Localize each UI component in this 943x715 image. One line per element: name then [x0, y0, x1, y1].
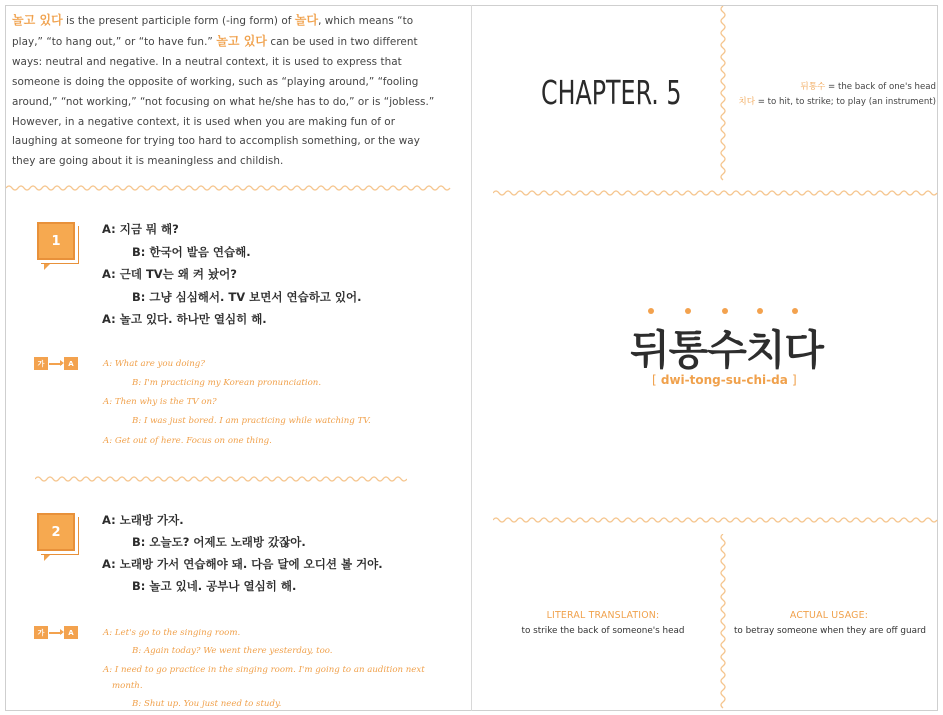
ex1-english-line-4: B: I was just bored. I am practicing while watching TV. — [132, 416, 371, 426]
intro-text-2: , which means “to play,” “to hang out,” or “to have fun.” — [12, 15, 414, 48]
wavy-divider — [35, 475, 407, 483]
example-2-badge — [37, 513, 75, 551]
dot — [685, 308, 691, 314]
ex1-english-line-1: A: What are you doing? — [103, 359, 205, 369]
ex1-english-line-3: A: Then why is the TV on? — [103, 397, 217, 407]
translation-icon — [34, 626, 80, 640]
dot — [757, 308, 763, 314]
ex2-english-line-1: A: Let's go to the singing room. — [103, 628, 241, 638]
wavy-vertical-divider — [719, 534, 727, 710]
romanization — [652, 373, 797, 387]
arrow-right-icon — [49, 632, 62, 634]
ex2-korean-line-4: B: 놀고 있네. 공부나 열심히 해. — [132, 579, 297, 593]
keyword-nolgo-itda: 놀고 있다 — [12, 13, 63, 27]
literal-translation-label: LITERAL TRANSLATION: — [546, 610, 660, 621]
vocab-item-1 — [800, 80, 936, 92]
wavy-divider — [493, 516, 938, 524]
example-1-badge — [37, 222, 75, 260]
chapter-title: CHAPTER. 5 — [541, 73, 682, 112]
ex1-english-line-5: A: Get out of here. Focus on one thing. — [103, 436, 272, 446]
korean-char-icon: 가 — [34, 626, 48, 639]
korean-char-icon: 가 — [34, 357, 48, 370]
wavy-vertical-divider — [719, 6, 727, 182]
ex1-korean-line-2: B: 한국어 발음 연습해. — [132, 245, 251, 259]
page-spine — [471, 5, 472, 711]
vocab-item-2 — [738, 95, 936, 107]
ex2-english-line-5: B: Shut up. You just need to study. — [132, 699, 282, 709]
vocab-word: 뒤통수 — [800, 82, 826, 92]
vocab-word: 치다 — [738, 97, 756, 107]
ex1-korean-line-3: A: 근데 TV는 왜 켜 놨어? — [102, 267, 237, 281]
ex1-korean-line-5: A: 놀고 있다. 하나만 열심히 해. — [102, 312, 267, 326]
ex2-korean-line-3: A: 노래방 가서 연습해야 돼. 다음 달에 오디션 볼 거야. — [102, 557, 383, 571]
intro-text-1: is the present participle form (-ing form) of — [62, 15, 295, 27]
ex2-english-line-2: B: Again today? We went there yesterday, too. — [132, 646, 333, 656]
romanization-text: dwi-tong-su-chi-da — [660, 373, 788, 387]
keyword-nolda: 놀다 — [294, 13, 319, 27]
bracket-open: [ — [652, 373, 657, 387]
intro-text-3: can be used in two different ways: neutral and negative. In a neutral context, it is used to express that someone is doing the opposite of working, such as “playing around,” “fooling around,” “not working,” “not focusing on what he/she has to do,” or is “jobless.” However, in a negative context, it is used when you are making fun of or laughing at someone for trying too hard to accomplish something, or the way they are going about it is meaningless and childish. — [12, 35, 435, 168]
dot — [792, 308, 798, 314]
wavy-divider — [493, 189, 938, 197]
bracket-close: ] — [792, 373, 797, 387]
badge-tail — [44, 551, 54, 561]
ex2-english-line-3: A: I need to go practice in the singing room. I'm going to an audition next — [103, 665, 425, 675]
ex1-korean-line-4: B: 그냥 심심해서. TV 보면서 연습하고 있어. — [132, 290, 362, 304]
vocab-meaning: = to hit, to strike; to play (an instrument) — [755, 97, 936, 107]
intro-paragraph — [12, 11, 437, 172]
translation-icon — [34, 357, 80, 371]
example-number: 1 — [37, 222, 75, 260]
ex2-english-line-4: month. — [112, 681, 143, 691]
literal-translation-value: to strike the back of someone's head — [521, 626, 685, 636]
ex1-english-line-2: B: I'm practicing my Korean pronunciation. — [132, 378, 322, 388]
english-char-icon: A — [64, 357, 78, 370]
arrow-right-icon — [49, 363, 62, 365]
headword: 뒤통수치다 — [630, 326, 824, 374]
keyword-nolgo-itda-2: 놀고 있다 — [216, 33, 268, 48]
badge-tail — [44, 260, 54, 270]
english-char-icon: A — [64, 626, 78, 639]
emphasis-dots — [644, 308, 804, 316]
example-number: 2 — [37, 513, 75, 551]
dot — [648, 308, 654, 314]
ex2-korean-line-2: B: 오늘도? 어제도 노래방 갔잖아. — [132, 535, 306, 549]
dot — [722, 308, 728, 314]
actual-usage-label: ACTUAL USAGE: — [789, 610, 869, 621]
ex1-korean-line-1: A: 지금 뭐 해? — [102, 222, 179, 236]
actual-usage-value: to betray someone when they are off guard — [733, 626, 927, 636]
vocab-meaning: = the back of one's head — [825, 82, 936, 92]
ex2-korean-line-1: A: 노래방 가자. — [102, 513, 184, 527]
wavy-divider — [6, 184, 451, 192]
